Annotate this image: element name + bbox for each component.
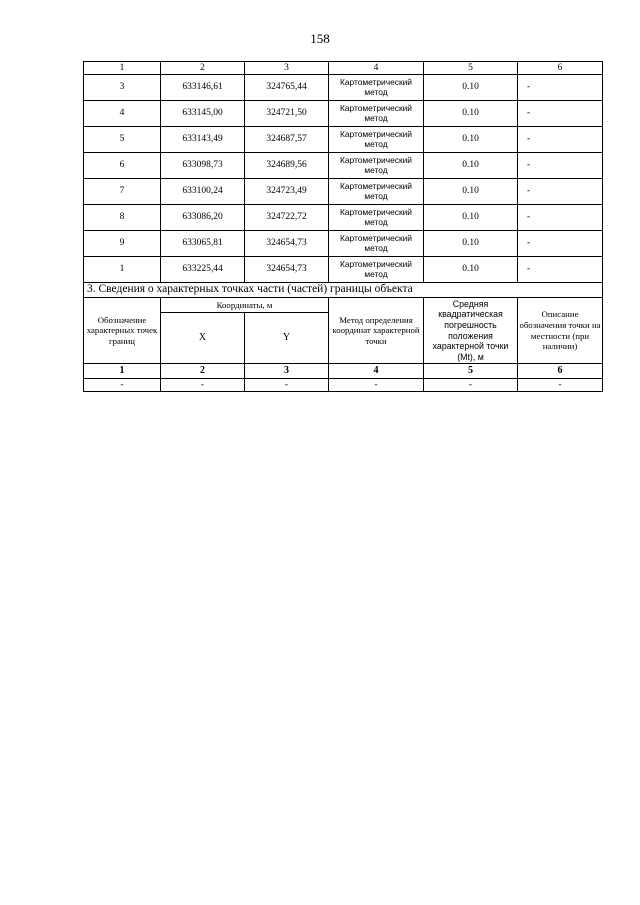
point-number-cell: 6	[84, 153, 161, 179]
boundary-points-table	[83, 61, 603, 392]
point-number-cell: 5	[84, 127, 161, 153]
description-cell: -	[518, 179, 603, 205]
y-coordinate-cell: 324689,56	[245, 153, 329, 179]
error-cell: 0.10	[424, 127, 518, 153]
header-cell: 6	[518, 62, 603, 75]
empty-cell: -	[245, 379, 329, 392]
section-3-title: 3. Сведения о характерных точках части (частей) границы объекта	[84, 283, 603, 298]
section-3-title-row	[84, 283, 603, 298]
description-cell: -	[518, 101, 603, 127]
y-coordinate-cell: 324654,73	[245, 231, 329, 257]
page-number: 158	[310, 31, 330, 46]
point-number-cell: 4	[84, 101, 161, 127]
x-coordinate-cell: 633065,81	[161, 231, 245, 257]
description-header: Описание обозначения точки на местности (при наличии)	[518, 298, 603, 364]
table-row	[84, 205, 603, 231]
error-cell: 0.10	[424, 75, 518, 101]
x-coordinate-cell: 633225,44	[161, 257, 245, 283]
table-row	[84, 257, 603, 283]
method-cell: Картометрический метод	[329, 127, 424, 153]
description-cell: -	[518, 127, 603, 153]
number-cell: 2	[161, 364, 245, 379]
description-cell: -	[518, 153, 603, 179]
error-cell: 0.10	[424, 205, 518, 231]
y-coordinate-cell: 324654,73	[245, 257, 329, 283]
number-cell: 5	[424, 364, 518, 379]
column-number-row	[84, 62, 603, 75]
x-coordinate-cell: 633086,20	[161, 205, 245, 231]
number-cell: 3	[245, 364, 329, 379]
y-coordinate-cell: 324721,50	[245, 101, 329, 127]
y-coordinate-cell: 324722,72	[245, 205, 329, 231]
table-row	[84, 153, 603, 179]
method-cell: Картометрический метод	[329, 153, 424, 179]
header-cell: 3	[245, 62, 329, 75]
method-cell: Картометрический метод	[329, 205, 424, 231]
x-header: X	[161, 313, 245, 364]
error-cell: 0.10	[424, 257, 518, 283]
y-header: Y	[245, 313, 329, 364]
y-coordinate-cell: 324765,44	[245, 75, 329, 101]
y-coordinate-cell: 324687,57	[245, 127, 329, 153]
empty-cell: -	[424, 379, 518, 392]
point-number-cell: 7	[84, 179, 161, 205]
method-cell: Картометрический метод	[329, 101, 424, 127]
designation-header: Обозначение характерных точек границ	[84, 298, 161, 364]
x-coordinate-cell: 633146,61	[161, 75, 245, 101]
coordinates-header: Координаты, м	[161, 298, 329, 313]
point-number-cell: 9	[84, 231, 161, 257]
x-coordinate-cell: 633100,24	[161, 179, 245, 205]
method-cell: Картометрический метод	[329, 75, 424, 101]
header-cell: 2	[161, 62, 245, 75]
x-coordinate-cell: 633143,49	[161, 127, 245, 153]
description-cell: -	[518, 231, 603, 257]
header-cell: 5	[424, 62, 518, 75]
header-cell: 4	[329, 62, 424, 75]
section-3-header-row	[84, 298, 603, 313]
table-row	[84, 101, 603, 127]
table-row	[84, 127, 603, 153]
table-row	[84, 179, 603, 205]
error-cell: 0.10	[424, 153, 518, 179]
point-number-cell: 1	[84, 257, 161, 283]
x-coordinate-cell: 633145,00	[161, 101, 245, 127]
section-3-empty-row	[84, 379, 603, 392]
number-cell: 6	[518, 364, 603, 379]
table-row	[84, 231, 603, 257]
empty-cell: -	[84, 379, 161, 392]
error-cell: 0.10	[424, 101, 518, 127]
error-cell: 0.10	[424, 231, 518, 257]
error-cell: 0.10	[424, 179, 518, 205]
method-cell: Картометрический метод	[329, 179, 424, 205]
description-cell: -	[518, 75, 603, 101]
description-cell: -	[518, 257, 603, 283]
method-header: Метод определения координат характерной точки	[329, 298, 424, 364]
point-number-cell: 3	[84, 75, 161, 101]
method-cell: Картометрический метод	[329, 257, 424, 283]
error-header: Средняя квадратическая погрешность положения характерной точки (Mt), м	[424, 298, 518, 364]
method-cell: Картометрический метод	[329, 231, 424, 257]
header-cell: 1	[84, 62, 161, 75]
description-cell: -	[518, 205, 603, 231]
empty-cell: -	[329, 379, 424, 392]
number-cell: 4	[329, 364, 424, 379]
empty-cell: -	[518, 379, 603, 392]
section-3-number-row	[84, 364, 603, 379]
table-row	[84, 75, 603, 101]
number-cell: 1	[84, 364, 161, 379]
point-number-cell: 8	[84, 205, 161, 231]
x-coordinate-cell: 633098,73	[161, 153, 245, 179]
y-coordinate-cell: 324723,49	[245, 179, 329, 205]
empty-cell: -	[161, 379, 245, 392]
